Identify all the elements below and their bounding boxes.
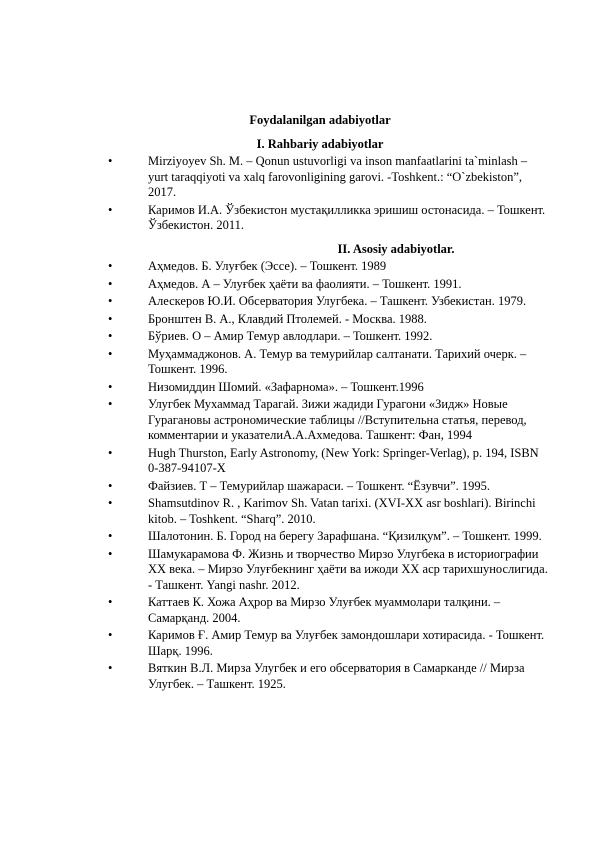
list-item: [0, 661, 595, 692]
reference-text: Низомиддин Шомий. «Зафарнома». – Тошкент.1996: [148, 379, 424, 394]
list-item: [0, 397, 595, 444]
reference-text: Бронштен В. А., Клавдий Птолемей. - Москва. 1988.: [148, 311, 427, 326]
reference-text: Hugh Thurston, Early Astronomy, (New York: Springer-Verlag), p. 194, ISBN 0-387-94107-X: [148, 445, 539, 475]
bullet-icon: •: [108, 595, 113, 609]
reference-text: Муҳаммаджонов. А. Темур ва темурийлар салтанати. Тарихий очерк. – Тошкент. 1996.: [148, 346, 527, 376]
bullet-icon: •: [108, 478, 113, 493]
list-item: [0, 628, 595, 659]
bullet-icon: •: [108, 346, 113, 361]
list-item: [0, 329, 595, 345]
bullet-icon: •: [108, 311, 113, 326]
list-item: [0, 154, 595, 201]
list-item: [0, 347, 595, 378]
bullet-icon: •: [108, 445, 113, 460]
list-item: [0, 595, 595, 626]
reference-text: Каримов Ғ. Амир Темур ва Улуғбек замондошлари хотирасида. - Тошкент. Шарқ. 1996.: [148, 628, 545, 658]
list-item: [0, 259, 595, 275]
bullet-icon: •: [108, 397, 113, 411]
reference-text: Улугбек Мухаммад Тарагай. Зижи жадиди Гурагони «Зидж» Новые Гурагановы астрономические таблицы //Вступительна статья, перевод, комментарии и указателиА.А.Ахмедова. Ташкент: Фан, 1994: [148, 397, 527, 442]
list-item: [0, 294, 595, 310]
list-item: [0, 529, 595, 545]
bullet-icon: •: [108, 294, 113, 308]
reference-text: Алескеров Ю.И. Обсерватория Улугбека. – Ташкент. Узбекистан. 1979.: [148, 294, 527, 308]
bullet-icon: •: [108, 276, 113, 291]
reference-text: Шамукарамова Ф. Жизнь и творчество Мирзо Улугбека в историографии ХХ века. – Мирзо Улуғбекнинг ҳаёти ва ижоди ХХ аср тарихшунослигида. - Ташкент. Yangi nashr. 2012.: [148, 546, 548, 592]
list-item: [0, 496, 595, 527]
bullet-icon: •: [108, 529, 113, 543]
reference-text: Каттаев К. Хожа Аҳрор ва Мирзо Улуғбек муаммолари талқини. – Самарқанд. 2004.: [148, 595, 501, 625]
reference-text: Mirziyoyev Sh. M. – Qonun ustuvorligi va inson manfaatlarini ta`minlash – yurt taraqqiyoti va xalq farovonligining garovi. -Toshkent.: “O`zbekiston”, 2017.: [148, 154, 528, 199]
bullet-icon: •: [108, 546, 113, 561]
bullet-icon: •: [108, 202, 113, 217]
section-heading-2: II. Asosiy adabiyotlar.: [337, 242, 455, 256]
bullet-icon: •: [108, 379, 113, 394]
reference-list-1: [0, 154, 595, 236]
reference-text: Бўриев. О – Амир Темур авлодлари. – Тошкент. 1992.: [148, 329, 433, 343]
reference-text: Shamsutdinov R. , Karimov Sh. Vatan tarixi. (XVI-XX asr boshlari). Birinchi kitob. – Toshkent. “Sharq”. 2010.: [148, 496, 536, 526]
list-item: [0, 380, 595, 396]
bullet-icon: •: [108, 329, 113, 343]
bullet-icon: •: [108, 628, 113, 642]
list-item: [0, 312, 595, 328]
reference-text: Шалотонин. Б. Город на берегу Зарафшана. “Қизилқум”. – Тошкент. 1999.: [148, 529, 542, 543]
bullet-icon: •: [108, 154, 113, 168]
list-item: [0, 446, 595, 477]
page-title: Foydalanilgan adabiyotlar: [249, 113, 391, 127]
reference-text: Аҳмедов. Б. Улуғбек (Эссе). – Тошкент. 1989: [148, 259, 387, 273]
bullet-icon: •: [108, 496, 113, 510]
reference-text: Файзиев. Т – Темурийлар шажараси. – Тошкент. “Ёзувчи”. 1995.: [148, 478, 491, 493]
section-heading-1: I. Rahbariy adabiyotlar: [256, 137, 384, 151]
reference-text: Аҳмедов. А – Улуғбек ҳаёти ва фаолияти. – Тошкент. 1991.: [148, 276, 462, 291]
list-item: [0, 479, 595, 495]
list-item: [0, 203, 595, 234]
bullet-icon: •: [108, 661, 113, 675]
bullet-icon: •: [108, 259, 113, 273]
reference-text: Каримов И.А. Ўзбекистон мустақилликка эришиш остонасида. – Тошкент. Ўзбекистон. 2011.: [148, 202, 546, 232]
list-item: [0, 277, 595, 293]
reference-list-2: [0, 259, 595, 694]
reference-text: Вяткин В.Л. Мирза Улугбек и его обсерватория в Самарканде // Мирза Улугбек. – Ташкент. 1925.: [148, 661, 525, 691]
list-item: [0, 547, 595, 594]
